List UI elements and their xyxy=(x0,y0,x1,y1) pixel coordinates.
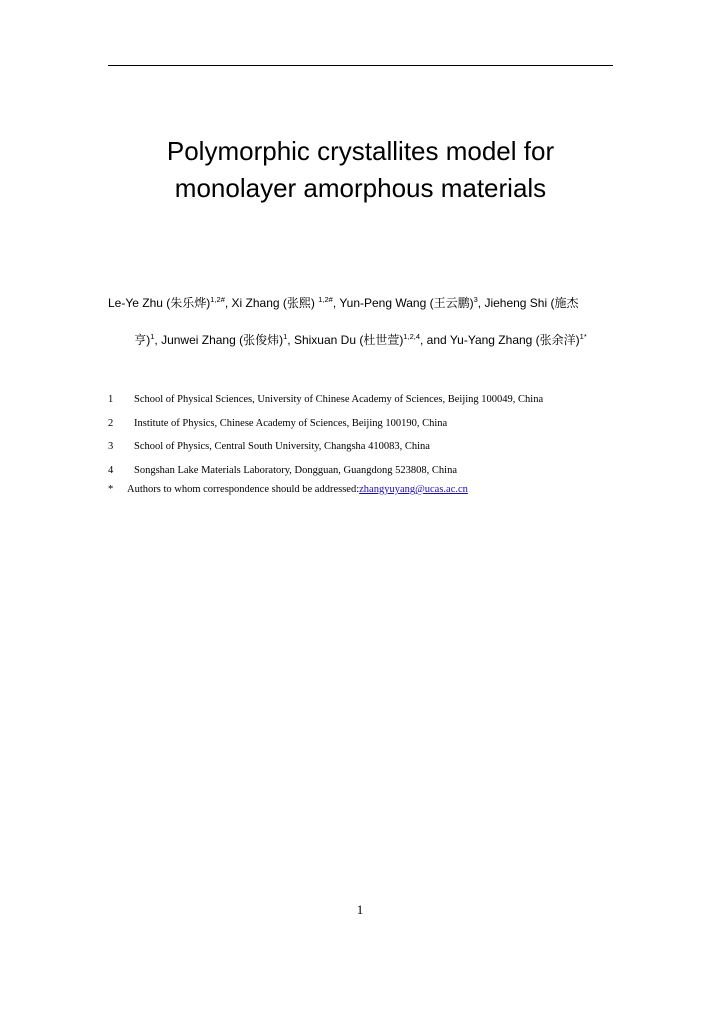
affiliation-number: 2 xyxy=(108,417,114,429)
correspondence-email-link[interactable]: zhangyuyang@ucas.ac.cn xyxy=(359,484,468,495)
author-affiliation-sup: 1* xyxy=(579,332,587,341)
author-affiliation-sup: 1,2,4 xyxy=(403,332,421,341)
author-name: Yun-Peng Wang (王云鹏) xyxy=(339,296,474,310)
affiliation-number: 4 xyxy=(108,464,114,476)
author-separator: , and xyxy=(420,333,450,347)
correspondence-marker: * xyxy=(108,484,114,495)
author-affiliation-sup: 1 xyxy=(283,332,288,341)
author-affiliation-sup: 1,2# xyxy=(210,295,225,304)
affiliation-number: 3 xyxy=(108,441,114,453)
author-separator: , xyxy=(287,333,294,347)
affiliation-item xyxy=(108,459,618,483)
affiliation-text: School of Physics, Central South University, Changsha 410083, China xyxy=(134,441,430,453)
paper-title xyxy=(108,133,613,207)
author-separator: , xyxy=(224,296,232,310)
author-separator: , xyxy=(154,333,162,347)
affiliation-text: School of Physical Sciences, University of Chinese Academy of Sciences, Beijing 100049, China xyxy=(134,394,544,406)
author-name: Junwei Zhang (张俊炜) xyxy=(161,333,284,347)
title-line-2: monolayer amorphous materials xyxy=(174,173,547,203)
affiliation-item xyxy=(108,412,618,436)
author-name: Shixuan Du (杜世萱) xyxy=(293,333,404,347)
author-name: Le-Ye Zhu (朱乐烨) xyxy=(108,296,211,310)
affiliation-text: Songshan Lake Materials Laboratory, Dongguan, Guangdong 523808, China xyxy=(134,464,458,476)
author-separator: , xyxy=(332,296,340,310)
author-name: Yu-Yang Zhang (张余洋) xyxy=(449,333,580,347)
author-line-1 xyxy=(108,285,613,322)
author-name: Jieheng Shi (施杰 xyxy=(484,296,579,310)
affiliation-text: Institute of Physics, Chinese Academy of Sciences, Beijing 100190, China xyxy=(134,417,448,429)
affiliation-item xyxy=(108,388,618,412)
author-line-2 xyxy=(108,322,613,359)
author-name: 亨) xyxy=(134,333,151,347)
author-affiliation-sup: 1,2# xyxy=(318,295,333,304)
correspondence-text: Authors to whom correspondence should be addressed: xyxy=(127,484,360,495)
affiliation-number: 1 xyxy=(108,394,114,406)
page-number: 1 xyxy=(356,902,364,917)
correspondence-note xyxy=(108,484,618,495)
header-rule xyxy=(108,65,613,66)
author-name: Xi Zhang (张熙) xyxy=(231,296,319,310)
author-affiliation-sup: 1 xyxy=(150,332,155,341)
title-line-1: Polymorphic crystallites model for xyxy=(166,136,555,166)
author-list xyxy=(108,285,613,359)
author-affiliation-sup: 3 xyxy=(473,295,478,304)
affiliation-list xyxy=(108,388,618,495)
author-separator: , xyxy=(477,296,485,310)
affiliation-item xyxy=(108,435,618,459)
